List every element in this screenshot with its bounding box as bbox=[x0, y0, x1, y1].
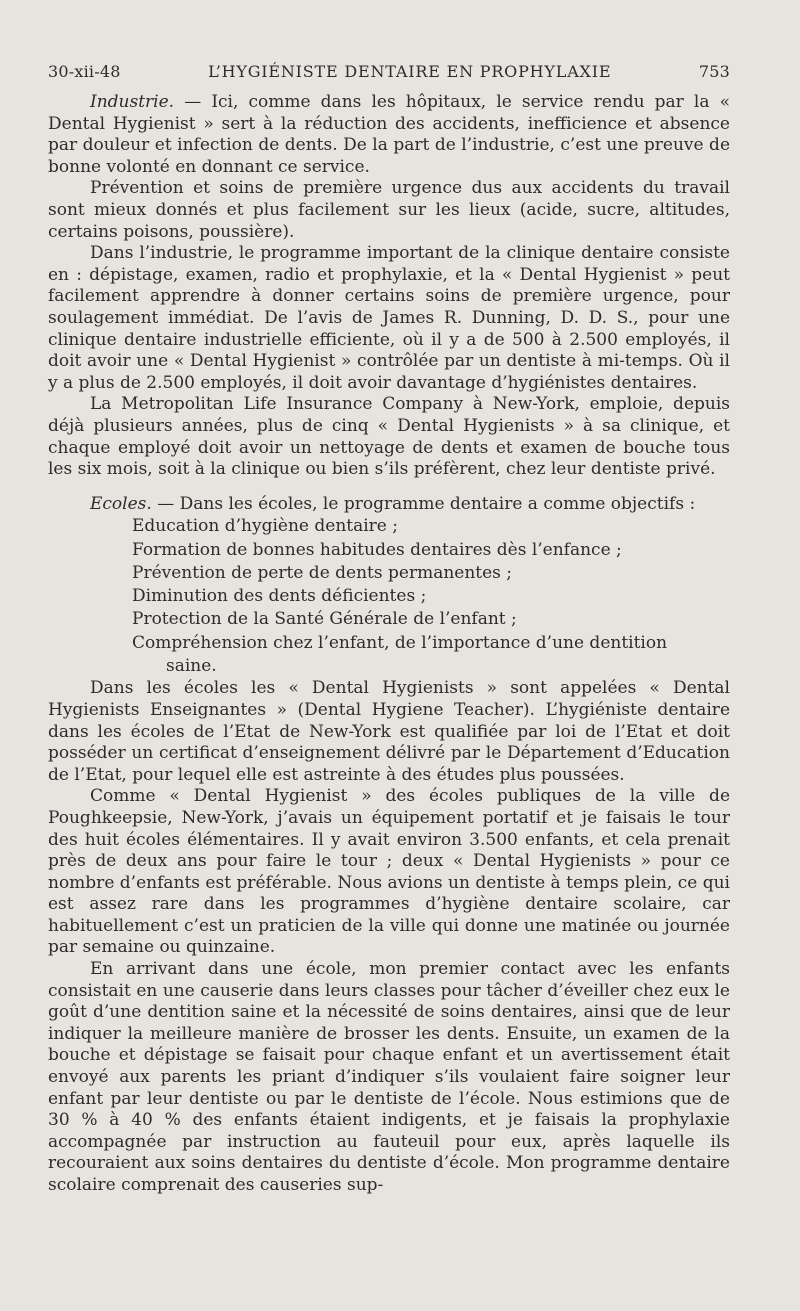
paragraph-ecoles bbox=[48, 494, 730, 516]
header-title: L’HYGIÉNISTE DENTAIRE EN PROPHYLAXIE bbox=[208, 62, 612, 81]
paragraph-text: Dans les écoles les « Dental Hygienists » sont appelées « Dental Hygienists Enseignantes » (Dental Hygiene Teacher). L’hygiéniste dentaire dans les écoles de l’Etat de New-York est qualifiée par loi de l’Etat et doit posséder un certificat d’enseignement délivré par le Département d’Education de l’Etat, pour lequel elle est astreinte à des études plus poussées. bbox=[48, 678, 730, 785]
list-item: Diminution des dents déficientes ; bbox=[132, 586, 427, 607]
list-item: Compréhension chez l’enfant, de l’importance d’une dentition saine. bbox=[132, 632, 730, 679]
objectives-list bbox=[48, 515, 730, 678]
paragraph-enseignantes bbox=[48, 678, 730, 786]
paragraph-text: Comme « Dental Hygienist » des écoles publiques de la ville de Poughkeepsie, New-York, j’avais un équipement portatif et je faisais le tour des huit écoles élémentaires. Il y avait environ 3.500 enfants, et cela prenait près de deux ans pour faire le tour ; deux « Dental Hygienists » pour ce nombre d’enfants est préférable. Nous avions un dentiste à temps plein, ce qui est assez rare dans les programmes d’hygiène dentaire scolaire, car habituellement c’est un praticien de la ville qui donne une matinée ou journée par semaine ou quinzaine. bbox=[48, 786, 730, 958]
running-header bbox=[48, 62, 730, 81]
header-date: 30-xii-48 bbox=[48, 62, 121, 81]
paragraph-text: En arrivant dans une école, mon premier contact avec les enfants consistait en une causerie dans leurs classes pour tâcher d’éveiller chez eux le goût d’une dentition saine et la nécessité de soins dentaires, ainsi que de leur indiquer la meilleure manière de brosser les dents. Ensuite, un examen de la bouche et dépistage se faisait pour chaque enfant et un avertissement était envoyé aux parents les priant d’indiquer s’ils voulaient faire soigner leur enfant par leur dentiste ou par le dentiste de l’école. Nous estimions que de 30 % à 40 % des enfants étaient indigents, et je faisais la prophylaxie accompagnée par instruction au fauteuil pour eux, après laquelle ils recouraient aux soins dentaires du dentiste d’école. Mon programme dentaire scolaire comprenait des causeries sup- bbox=[48, 959, 730, 1196]
paragraph-text: Prévention et soins de première urgence dus aux accidents du travail sont mieux donnés et plus facilement sur les lieux (acide, sucre, altitudes, certains poisons, poussière). bbox=[48, 178, 730, 242]
section-lead-industrie: Industrie. bbox=[90, 92, 175, 112]
list-item: Prévention de perte de dents permanentes ; bbox=[132, 562, 513, 583]
section-lead-ecoles: Ecoles. bbox=[90, 493, 152, 514]
paragraph-text: — Dans les écoles, le programme dentaire a comme objectifs : bbox=[151, 493, 696, 514]
paragraph-prevention bbox=[48, 178, 730, 243]
paragraph-programme-industrie bbox=[48, 243, 730, 394]
page-number: 753 bbox=[698, 62, 730, 81]
paragraph-metropolitan bbox=[48, 394, 730, 480]
list-item: Protection de la Santé Générale de l’enfant ; bbox=[132, 609, 517, 630]
paragraph-arrivant bbox=[48, 959, 730, 1197]
paragraph-text: Dans l’industrie, le programme important de la clinique dentaire consiste en : dépistage, examen, radio et prophylaxie, et la « Dental Hygienist » peut facilement apprendre à donner certains soins de première urgence, pour soulagement immédiat. De l’avis de James R. Dunning, D. D. S., pour une clinique dentaire industrielle efficiente, où il y a de 500 à 2.500 employés, il doit avoir une « Dental Hygienist » contrôlée par un dentiste à mi-temps. Où il y a plus de 2.500 employés, il doit avoir davantage d’hygiénistes dentaires. bbox=[48, 243, 730, 393]
list-item-continuation: saine. bbox=[166, 656, 217, 677]
paragraph-poughkeepsie bbox=[48, 786, 730, 959]
paragraph-industrie bbox=[48, 92, 730, 178]
list-item: Formation de bonnes habitudes dentaires dès l’enfance ; bbox=[132, 539, 622, 560]
paragraph-text: — Ici, comme dans les hôpitaux, le service rendu par la « Dental Hygienist » sert à la réduction des accidents, inefficience et absence par douleur et infection de dents. De la part de l’industrie, c’est une preuve de bonne volonté en donnant ce service. bbox=[48, 92, 730, 177]
list-item: Education d’hygiène dentaire ; bbox=[132, 516, 398, 537]
article-body bbox=[48, 92, 730, 1197]
paragraph-text: La Metropolitan Life Insurance Company à New-York, emploie, depuis déjà plusieurs années, plus de cinq « Dental Hygienists » à sa clinique, et chaque employé doit avoir un nettoyage de dents et examen de bouche tous les six mois, soit à la clinique ou bien s’ils préfèrent, chez leur dentiste privé. bbox=[48, 394, 730, 480]
